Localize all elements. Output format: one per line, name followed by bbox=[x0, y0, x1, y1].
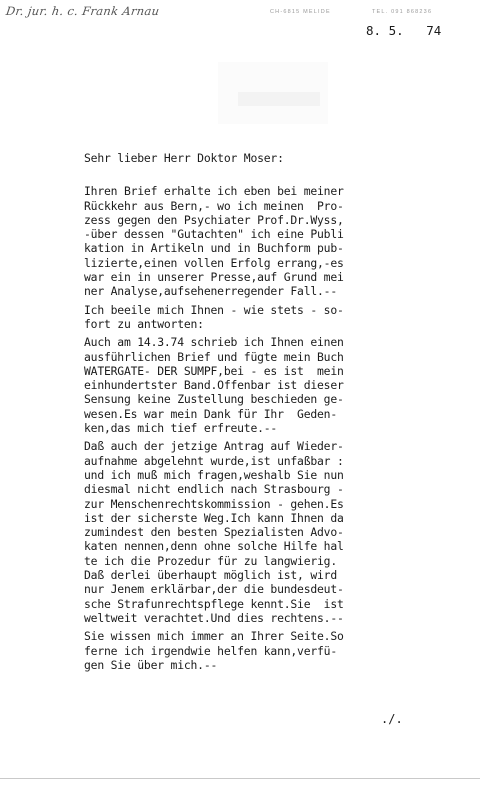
body-line: kation in Artikeln und in Buchform pub- bbox=[84, 241, 344, 256]
paragraph-5 bbox=[84, 629, 424, 672]
body-line: wesen.Es war mein Dank für Ihr Geden- bbox=[84, 406, 337, 421]
letter-date: 8. 5. 74 bbox=[366, 23, 442, 38]
body-line: und ich muß mich fragen,weshalb Sie nun bbox=[84, 467, 344, 482]
body-line: diesmal nicht endlich nach Strasbourg - bbox=[84, 482, 344, 497]
body-line: Auch am 14.3.74 schrieb ich Ihnen einen bbox=[84, 335, 344, 350]
body-line: Sie wissen mich immer an Ihrer Seite.So bbox=[84, 629, 344, 644]
body-line: ken,das mich tief erfreute.-- bbox=[84, 421, 278, 436]
faded-stamp-band bbox=[238, 92, 320, 106]
salutation: Sehr lieber Herr Doktor Moser: bbox=[84, 151, 284, 165]
body-line: ferne ich irgendwie helfen kann,verfü- bbox=[84, 643, 337, 658]
paragraph-1 bbox=[84, 184, 424, 298]
continuation-mark: ./. bbox=[381, 712, 403, 726]
body-line: sche Strafunrechtspflege kennt.Sie ist bbox=[84, 596, 344, 611]
body-line: Sensung keine Zustellung beschieden ge- bbox=[84, 392, 344, 407]
body-line: aufnahme abgelehnt wurde,ist unfaßbar : bbox=[84, 453, 344, 468]
body-line: -über dessen "Gutachten" ich eine Publi bbox=[84, 227, 344, 242]
body-line: ausführlichen Brief und fügte mein Buch bbox=[84, 349, 344, 364]
body-line: Daß auch der jetzige Antrag auf Wieder- bbox=[84, 439, 344, 454]
body-line: Rückkehr aus Bern,- wo ich meinen Pro- bbox=[84, 198, 344, 213]
body-line: lizierte,einen vollen Erfolg errang,-es bbox=[84, 255, 344, 270]
body-line: Daß derlei überhaupt möglich ist, wird bbox=[84, 568, 337, 583]
paragraph-2 bbox=[84, 303, 424, 332]
paragraph-4 bbox=[84, 439, 424, 625]
body-line: Ihren Brief erhalte ich eben bei meiner bbox=[84, 184, 344, 199]
letterhead-phone: TEL. 091 868236 bbox=[372, 9, 433, 15]
body-line: weltweit verachtet.Und dies rechtens.-- bbox=[84, 610, 344, 625]
body-line: einhundertster Band.Offenbar ist dieser bbox=[84, 378, 344, 393]
body-line: zess gegen den Psychiater Prof.Dr.Wyss, bbox=[84, 212, 344, 227]
body-line: zumindest den besten Spezialisten Advo- bbox=[84, 525, 344, 540]
body-line: gen Sie über mich.-- bbox=[84, 657, 218, 672]
body-line: zur Menschenrechtskommission - gehen.Es bbox=[84, 496, 344, 511]
body-line: WATERGATE- DER SUMPF,bei - es ist mein bbox=[84, 363, 344, 378]
letterhead-name: Dr. jur. h. c. Frank Arnau bbox=[5, 4, 161, 18]
body-line: katen nennen,denn ohne solche Hilfe hal bbox=[84, 539, 344, 554]
letterhead-address: CH-6815 MELIDE bbox=[270, 9, 331, 15]
body-line: fort zu antworten: bbox=[84, 316, 204, 331]
page-bottom-edge bbox=[0, 778, 480, 779]
paragraph-3 bbox=[84, 335, 424, 435]
letter-body bbox=[84, 151, 424, 672]
body-line: ist der sicherste Weg.Ich kann Ihnen da bbox=[84, 510, 344, 525]
body-line: nur Jenem erklärbar,der die bundesdeut- bbox=[84, 582, 344, 597]
body-line: ner Analyse,aufsehenerregender Fall.-- bbox=[84, 284, 337, 299]
body-line: war ein in unserer Presse,auf Grund mei bbox=[84, 270, 344, 285]
body-line: te ich die Prozedur für zu langwierig. bbox=[84, 553, 337, 568]
body-line: Ich beeile mich Ihnen - wie stets - so- bbox=[84, 302, 344, 317]
